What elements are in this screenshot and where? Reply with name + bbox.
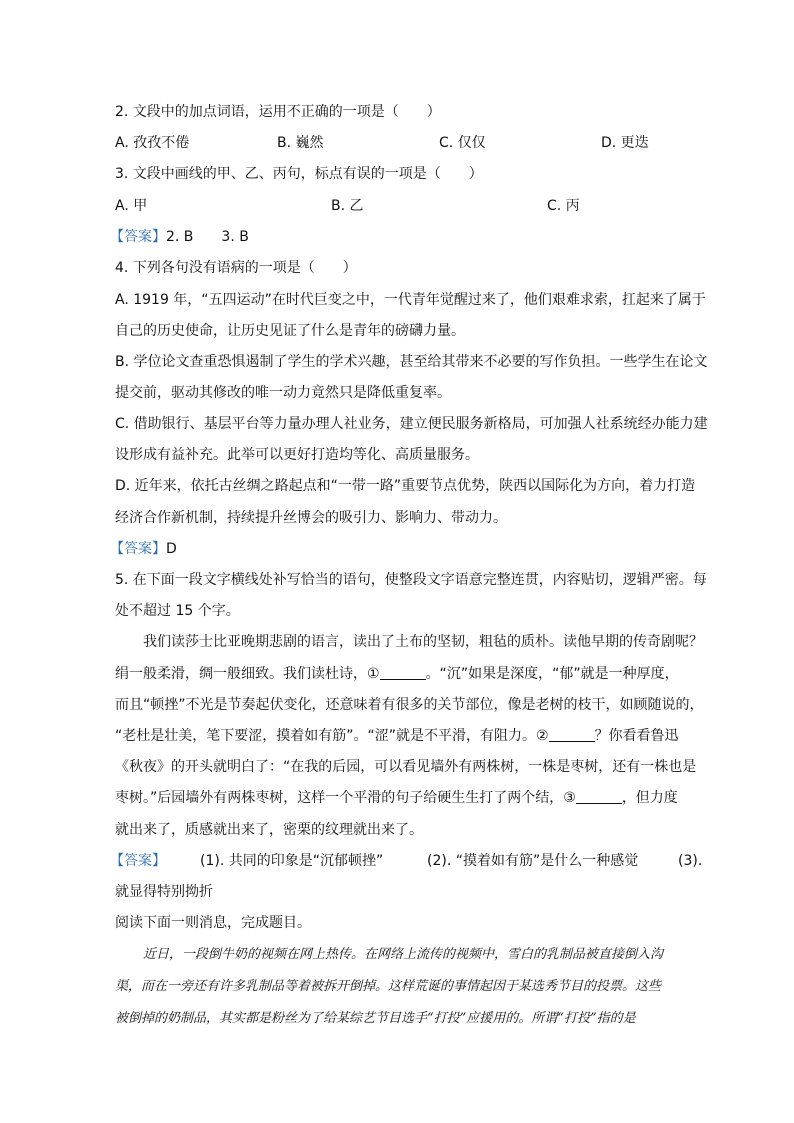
q5-paragraph-line: 而且“顿挫”不光是节奏起伏变化，还意味着有很多的关节部位，像是老树的枝干，如顾随说的，: [115, 697, 704, 713]
q5-paragraph-line: 《秋夜》的开头就明白了：“在我的后园，可以看见墙外有两株树，一株是枣树，还有一株也是: [115, 759, 697, 775]
q4-line: C. 借助银行、基层平台等力量办理人社业务，建立便民服务新格局，可加强人社系统经办能力建: [115, 416, 708, 432]
blank-1-input[interactable]: [380, 665, 426, 680]
text-span: 。“沉”如果是深度，“郁”就是一种厚度，: [425, 666, 679, 682]
q5-paragraph-line: [115, 664, 679, 684]
answer-2-3: [110, 227, 249, 247]
text-span: ？你看看鲁迅: [594, 728, 679, 744]
q4-line: 经济合作新机制，持续提升丝博会的吸引力、影响力、带动力。: [115, 510, 507, 526]
q4-line: 提交前，驱动其修改的唯一动力竟然只是降低重复率。: [115, 385, 451, 401]
reading-line: 被倒掉的奶制品，其实都是粉丝为了给某综艺节目选手“打投”应援用的。所谓“打投”指的是: [115, 1011, 636, 1026]
answer-label: 【答案】: [110, 541, 166, 557]
q5-paragraph-line: [115, 788, 678, 808]
q3-stem: 3. 文段中画线的甲、乙、丙句，标点有误的一项是（ ）: [115, 166, 483, 182]
reading-line: 渠，而在一旁还有许多乳制品等着被拆开倒掉。这样荒诞的事情起因于某选秀节目的投票。这些: [115, 979, 662, 994]
q3-option-b[interactable]: B. 乙: [331, 198, 364, 214]
q4-line: A. 1919 年，“五四运动”在时代巨变之中，一代青年觉醒过来了，他们艰难求索，扛起来了属于: [115, 292, 706, 308]
answer-label: 【答案】: [110, 853, 166, 869]
reading-intro: 阅读下面一则消息，完成题目。: [115, 915, 311, 931]
reading-line: 近日，一段倒牛奶的视频在网上热传。在网络上流传的视频中，雪白的乳制品被直接倒入沟: [143, 947, 664, 962]
q5-paragraph-line: [115, 726, 679, 746]
text-span: ，但力度: [621, 790, 678, 806]
q4-line: 自己的历史使命，让历史见证了什么是青年的磅礴力量。: [115, 323, 465, 339]
text-span: 枣树。”后园墙外有两株枣树，这样一个平滑的句子给硬生生打了两个结，③: [115, 790, 576, 806]
answer-5-part-3: (3).: [678, 853, 703, 869]
q2-option-c[interactable]: C. 仅仅: [439, 135, 486, 151]
q2-stem: 2. 文段中的加点词语，运用不正确的一项是（ ）: [115, 104, 441, 120]
blank-3-input[interactable]: [576, 789, 622, 804]
q5-paragraph-line: 我们读莎士比亚晚期悲剧的语言，读出了土布的坚韧，粗毡的质朴。读他早期的传奇剧呢？: [143, 634, 703, 650]
answer-4: [110, 539, 177, 559]
q2-option-d[interactable]: D. 更迭: [601, 135, 649, 151]
q4-line: B. 学位论文查重恐惧遏制了学生的学术兴趣，甚至给其带来不必要的写作负担。一些学生在论文: [115, 354, 708, 370]
q3-option-c[interactable]: C. 丙: [547, 198, 580, 214]
q4-line: D. 近年来，依托古丝绸之路起点和“一带一路”重要节点优势，陕西以国际化为方向，着力打造: [115, 478, 696, 494]
q5-stem: 5. 在下面一段文字横线处补写恰当的语句，使整段文字语意完整连贯，内容贴切，逻辑严密。每: [115, 572, 707, 588]
answer-5-part-3-cont: 就显得特别拗折: [115, 884, 213, 900]
q2-option-a[interactable]: A. 孜孜不倦: [115, 135, 190, 151]
q2-option-b[interactable]: B. 巍然: [277, 135, 324, 151]
answer-label: 【答案】: [110, 229, 166, 245]
q5-stem: 处不超过 15 个字。: [115, 603, 240, 619]
q3-option-a[interactable]: A. 甲: [115, 198, 148, 214]
answer-5-part-2: (2). “摸着如有筋”是什么一种感觉: [427, 853, 639, 869]
answer-text: 2. B 3. B: [166, 229, 249, 245]
blank-2-input[interactable]: [549, 727, 595, 742]
q4-line: 设形成有益补充。此举可以更好打造均等化、高质量服务。: [115, 447, 479, 463]
text-span: 绢一般柔滑，绸一般细致。我们读杜诗，①: [115, 666, 380, 682]
text-span: “老杜是壮美，笔下要涩，摸着如有筋”。“涩”就是不平滑，有阻力。②: [115, 728, 549, 744]
answer-text: D: [166, 541, 177, 557]
q4-stem: 4. 下列各句没有语病的一项是（ ）: [115, 260, 357, 276]
answer-5-part-1: (1). 共同的印象是“沉郁顿挫”: [200, 853, 384, 869]
answer-5: [110, 851, 166, 871]
q5-paragraph-line: 就出来了，质感就出来了，密栗的纹理就出来了。: [115, 822, 423, 838]
